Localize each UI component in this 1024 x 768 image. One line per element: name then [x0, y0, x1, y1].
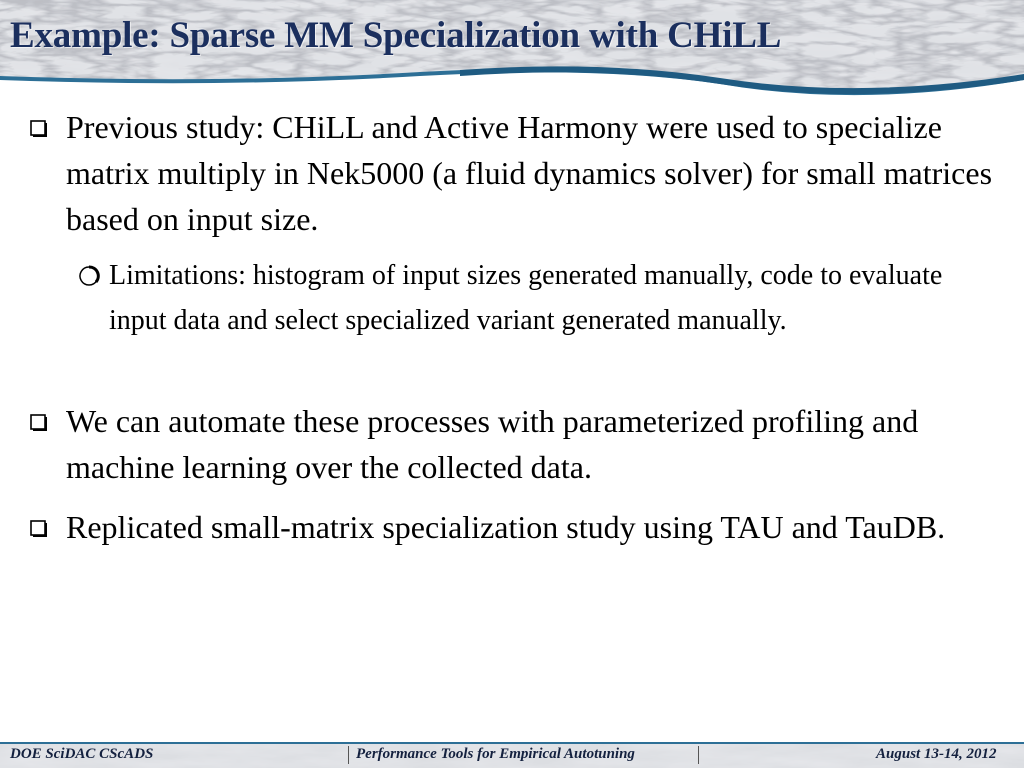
- slide-footer: [0, 742, 1024, 768]
- hollow-square-icon: [29, 519, 49, 539]
- bullet-item: Previous study: CHiLL and Active Harmony were used to specialize matrix multiply in Nek5000 (a fluid dynamics solver) for small matrices based on input size.: [66, 109, 993, 237]
- bullet-item: Replicated small-matrix specialization study using TAU and TauDB.: [66, 509, 946, 545]
- sub-bullet-item: Limitations: histogram of input sizes generated manually, code to evaluate input data and select specialized variant generated manually.: [109, 260, 943, 336]
- hollow-square-icon: [29, 119, 49, 139]
- hollow-circle-icon: [77, 264, 101, 288]
- footer-right-text: August 13-14, 2012: [876, 746, 997, 762]
- footer-divider: [698, 746, 699, 764]
- hollow-square-icon: [29, 413, 49, 433]
- slide-header: [0, 0, 1024, 100]
- footer-center-text: Performance Tools for Empirical Autotuning: [356, 746, 635, 762]
- footer-left-text: DOE SciDAC CScADS: [10, 746, 154, 762]
- footer-divider: [348, 746, 349, 764]
- bullet-item: We can automate these processes with parameterized profiling and machine learning over the collected data.: [66, 403, 919, 485]
- slide-title: Example: Sparse MM Specialization with CHiLL: [10, 15, 782, 56]
